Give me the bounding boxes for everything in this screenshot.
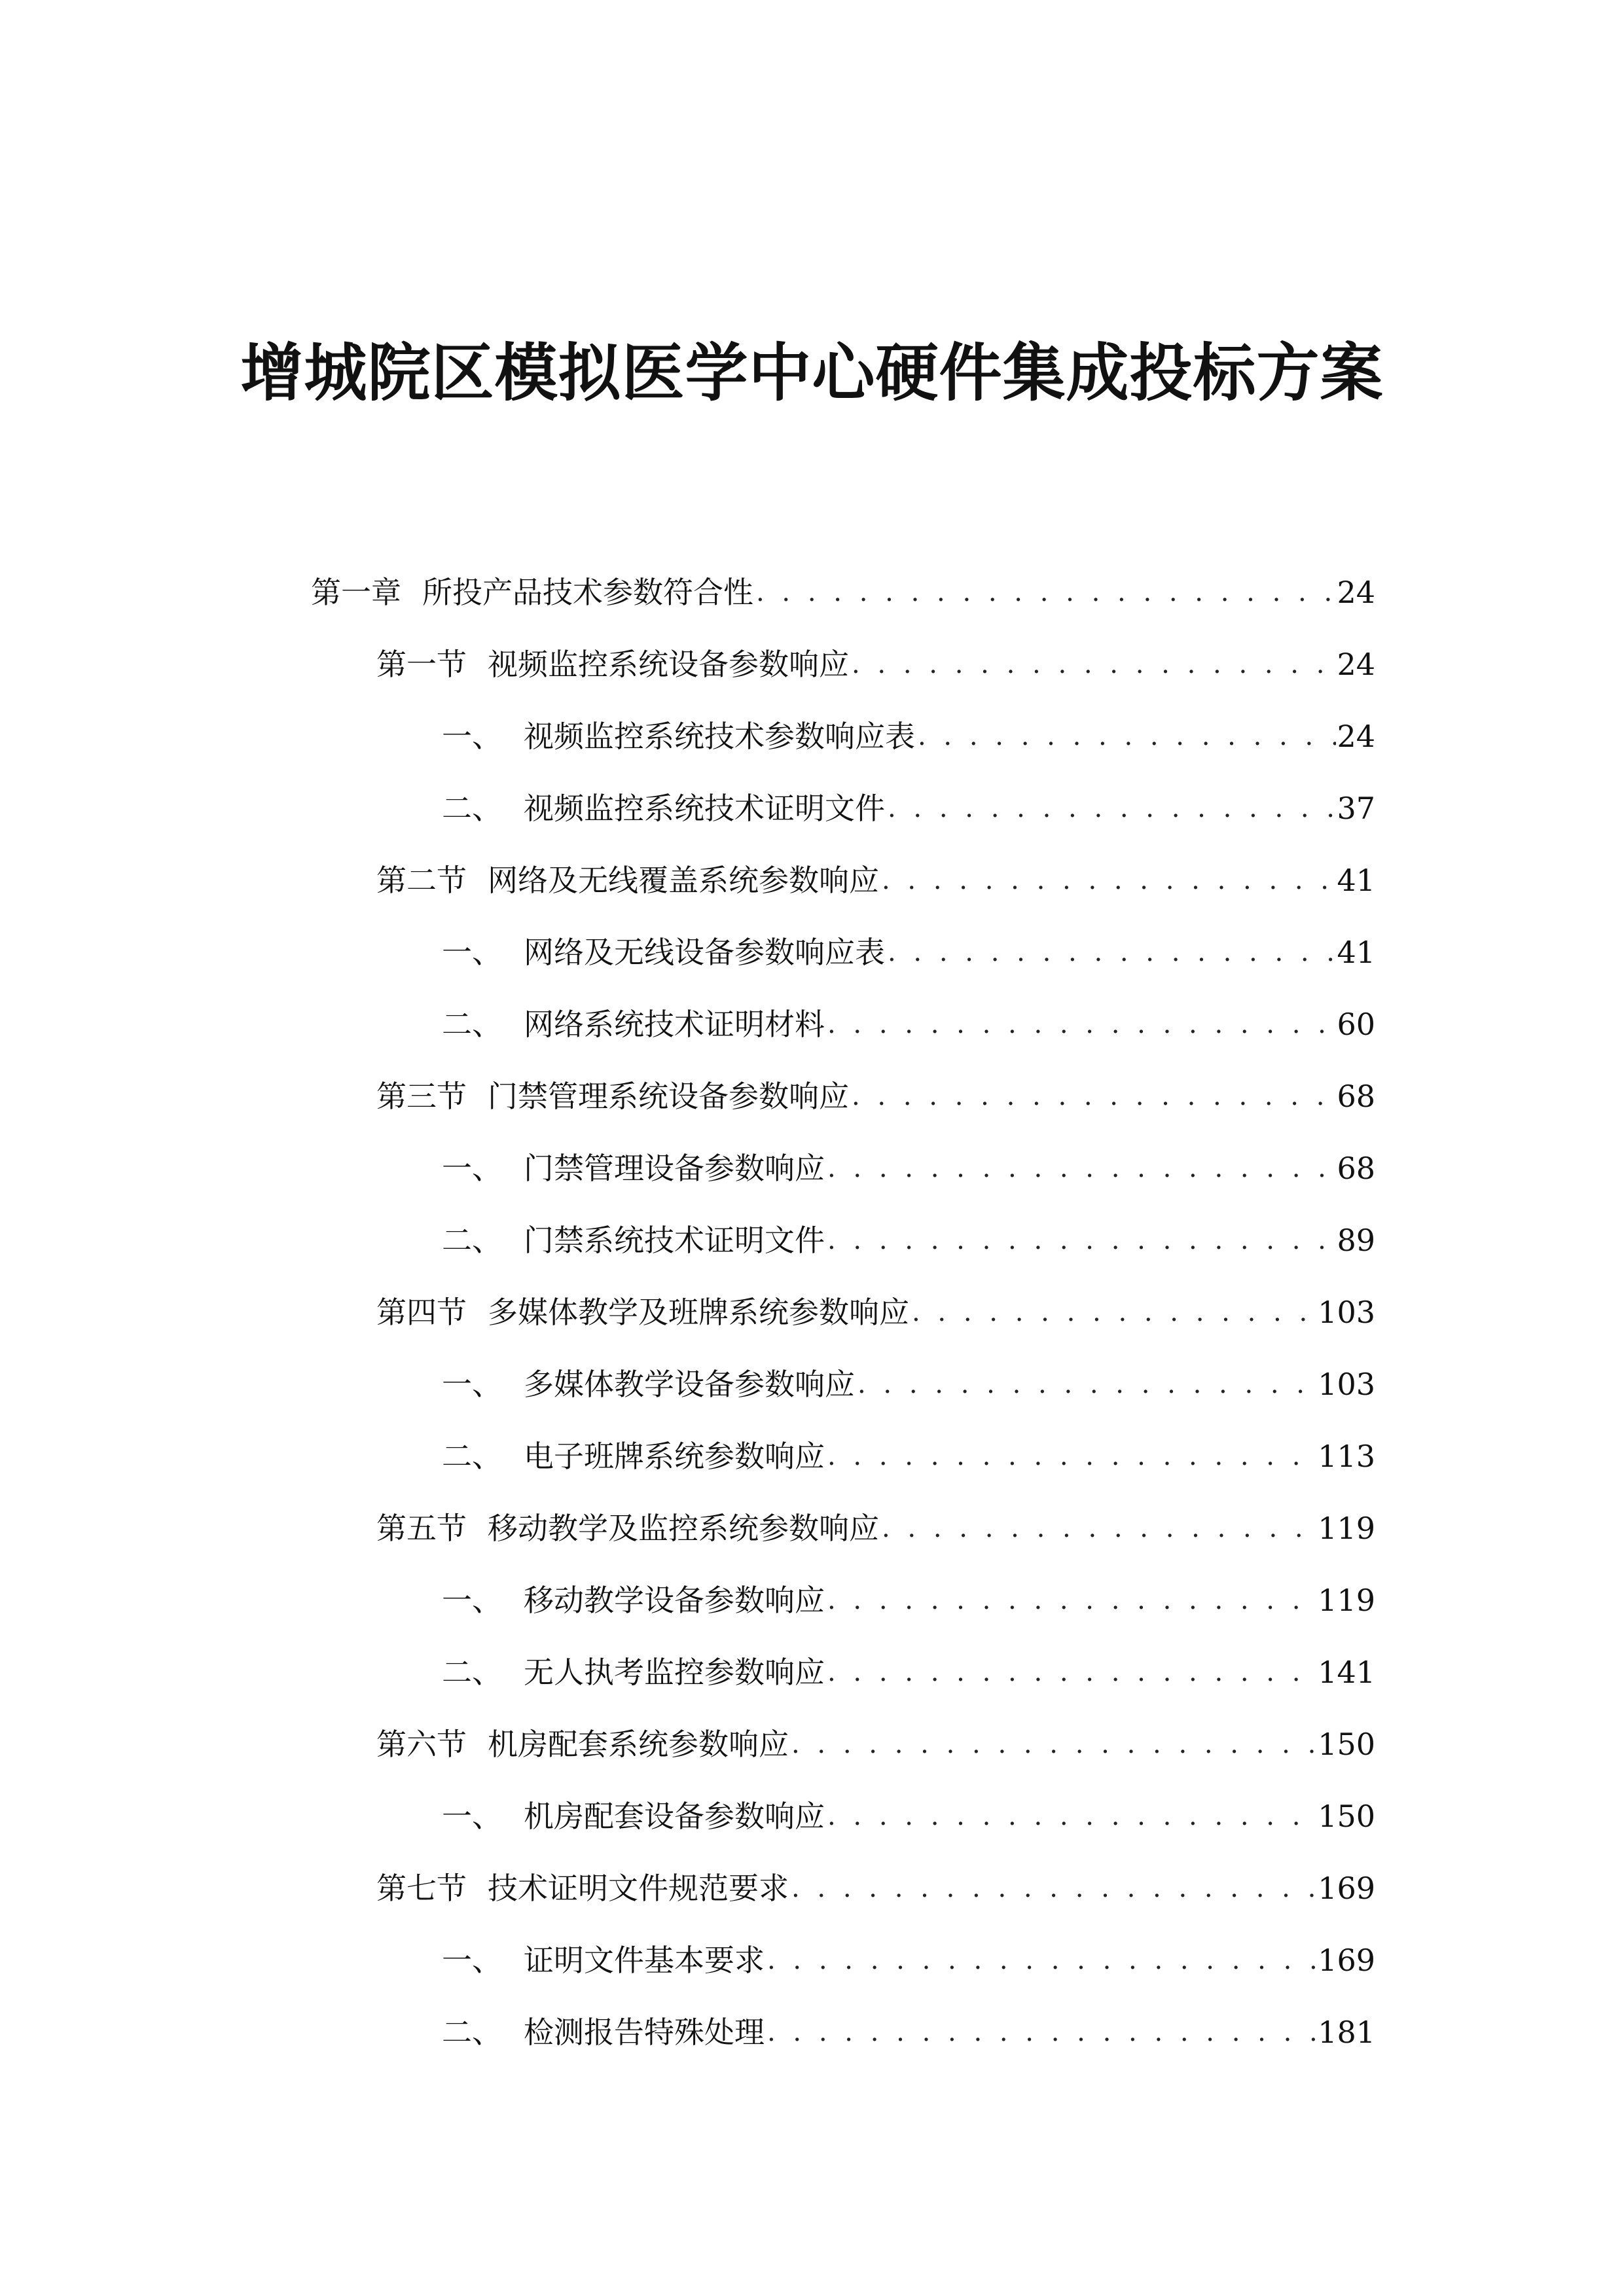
toc-entry-subsection[interactable] [442, 1361, 1375, 1407]
toc-entry-subsection[interactable] [442, 1649, 1375, 1695]
toc-page-number: 68 [1337, 1151, 1375, 1186]
toc-entry-title: 视频监控系统设备参数响应 [488, 647, 849, 682]
toc-entry-number: 第五节 [376, 1511, 467, 1546]
toc-entry-subsection[interactable] [442, 1433, 1375, 1479]
toc-entry-number: 第三节 [376, 1079, 467, 1114]
toc-entry-title: 视频监控系统技术证明文件 [524, 791, 885, 826]
toc-dot-leader [789, 1865, 1318, 1911]
toc-entry-subsection[interactable] [442, 785, 1375, 831]
toc-page-number: 24 [1337, 575, 1375, 610]
toc-page-number: 119 [1318, 1511, 1375, 1546]
toc-entry-number: 一、 [442, 1151, 502, 1186]
toc-dot-leader [825, 1001, 1336, 1047]
toc-page-number: 68 [1337, 1079, 1375, 1114]
toc-entry-section[interactable] [376, 1289, 1375, 1335]
toc-entry-number: 第四节 [376, 1295, 467, 1330]
toc-entry-title: 网络及无线覆盖系统参数响应 [488, 863, 879, 898]
toc-entry-subsection[interactable] [442, 2009, 1375, 2055]
toc-entry-title: 机房配套系统参数响应 [488, 1727, 789, 1762]
toc-page-number: 60 [1337, 1007, 1375, 1042]
toc-entry-title: 证明文件基本要求 [524, 1943, 765, 1978]
toc-page-number: 119 [1318, 1583, 1375, 1618]
toc-entry-number: 二、 [442, 1439, 502, 1474]
toc-entry-title: 技术证明文件规范要求 [488, 1871, 789, 1906]
toc-entry-number: 一、 [442, 935, 502, 970]
toc-entry-section[interactable] [376, 1865, 1375, 1911]
toc-page-number: 169 [1318, 1871, 1375, 1906]
toc-page-number: 37 [1337, 791, 1375, 826]
toc-entry-title: 移动教学设备参数响应 [524, 1583, 825, 1618]
toc-dot-leader [849, 641, 1336, 687]
toc-entry-title: 门禁系统技术证明文件 [524, 1223, 825, 1258]
toc-entry-title: 网络及无线设备参数响应表 [524, 935, 885, 970]
toc-dot-leader [879, 857, 1336, 903]
toc-entry-subsection[interactable] [442, 1937, 1375, 1983]
toc-entry-subsection[interactable] [442, 1001, 1375, 1047]
toc-dot-leader [855, 1361, 1318, 1407]
toc-dot-leader [825, 1649, 1318, 1695]
toc-page-number: 103 [1318, 1367, 1375, 1402]
toc-entry-title: 网络系统技术证明材料 [524, 1007, 825, 1042]
toc-page-number: 41 [1337, 935, 1375, 970]
toc-entry-number: 第一章 [311, 575, 401, 610]
toc-dot-leader [825, 1433, 1318, 1479]
toc-dot-leader [825, 1577, 1318, 1623]
toc-entry-title: 移动教学及监控系统参数响应 [488, 1511, 879, 1546]
toc-entry-subsection[interactable] [442, 1793, 1375, 1839]
toc-entry-number: 二、 [442, 1007, 502, 1042]
toc-dot-leader [825, 1217, 1336, 1263]
toc-page-number: 89 [1337, 1223, 1375, 1258]
toc-entry-number: 一、 [442, 1799, 502, 1834]
toc-dot-leader [879, 1505, 1318, 1551]
toc-page-number: 113 [1318, 1439, 1375, 1474]
toc-page-number: 103 [1318, 1295, 1375, 1330]
toc-entry-title: 多媒体教学及班牌系统参数响应 [488, 1295, 909, 1330]
toc-page-number: 24 [1337, 647, 1375, 682]
toc-entry-section[interactable] [376, 1721, 1375, 1767]
toc-entry-title: 电子班牌系统参数响应 [524, 1439, 825, 1474]
toc-page-number: 181 [1318, 2015, 1375, 2050]
toc-dot-leader [825, 1145, 1336, 1191]
toc-entry-number: 二、 [442, 1655, 502, 1690]
toc-entry-subsection[interactable] [442, 713, 1375, 759]
toc-dot-leader [885, 929, 1336, 975]
toc-dot-leader [753, 569, 1336, 615]
toc-page-number: 141 [1318, 1655, 1375, 1690]
toc-entry-title: 机房配套设备参数响应 [524, 1799, 825, 1834]
toc-entry-number: 一、 [442, 1367, 502, 1402]
toc-entry-section[interactable] [376, 1073, 1375, 1119]
toc-page-number: 150 [1318, 1799, 1375, 1834]
toc-entry-number: 二、 [442, 791, 502, 826]
toc-entry-subsection[interactable] [442, 1145, 1375, 1191]
toc-dot-leader [849, 1073, 1336, 1119]
toc-page-number: 41 [1337, 863, 1375, 898]
toc-dot-leader [909, 1289, 1318, 1335]
toc-dot-leader [789, 1721, 1318, 1767]
toc-dot-leader [765, 1937, 1318, 1983]
toc-page-number: 24 [1337, 719, 1375, 754]
toc-entry-number: 第一节 [376, 647, 467, 682]
toc-dot-leader [765, 2009, 1318, 2055]
toc-entry-number: 第七节 [376, 1871, 467, 1906]
toc-dot-leader [915, 713, 1336, 759]
toc-entry-section[interactable] [376, 641, 1375, 687]
toc-entry-number: 一、 [442, 1583, 502, 1618]
toc-entry-number: 一、 [442, 1943, 502, 1978]
toc-entry-subsection[interactable] [442, 1577, 1375, 1623]
toc-page-number: 150 [1318, 1727, 1375, 1762]
toc-entry-section[interactable] [376, 857, 1375, 903]
toc-entry-title: 检测报告特殊处理 [524, 2015, 765, 2050]
toc-page-number: 169 [1318, 1943, 1375, 1978]
toc-entry-number: 第二节 [376, 863, 467, 898]
toc-dot-leader [885, 785, 1336, 831]
toc-entry-number: 一、 [442, 719, 502, 754]
toc-entry-title: 门禁管理系统设备参数响应 [488, 1079, 849, 1114]
toc-entry-chapter-1[interactable] [311, 569, 1375, 615]
toc-entry-number: 二、 [442, 2015, 502, 2050]
toc-entry-subsection[interactable] [442, 1217, 1375, 1263]
toc-entry-section[interactable] [376, 1505, 1375, 1551]
toc-entry-number: 第六节 [376, 1727, 467, 1762]
toc-entry-subsection[interactable] [442, 929, 1375, 975]
toc-entry-title: 所投产品技术参数符合性 [422, 575, 753, 610]
toc-entry-title: 多媒体教学设备参数响应 [524, 1367, 855, 1402]
toc-dot-leader [825, 1793, 1318, 1839]
document-title: 增城院区模拟医学中心硬件集成投标方案 [240, 336, 1384, 410]
toc-entry-title: 无人执考监控参数响应 [524, 1655, 825, 1690]
toc-entry-title: 视频监控系统技术参数响应表 [524, 719, 915, 754]
toc-entry-title: 门禁管理设备参数响应 [524, 1151, 825, 1186]
toc-entry-number: 二、 [442, 1223, 502, 1258]
